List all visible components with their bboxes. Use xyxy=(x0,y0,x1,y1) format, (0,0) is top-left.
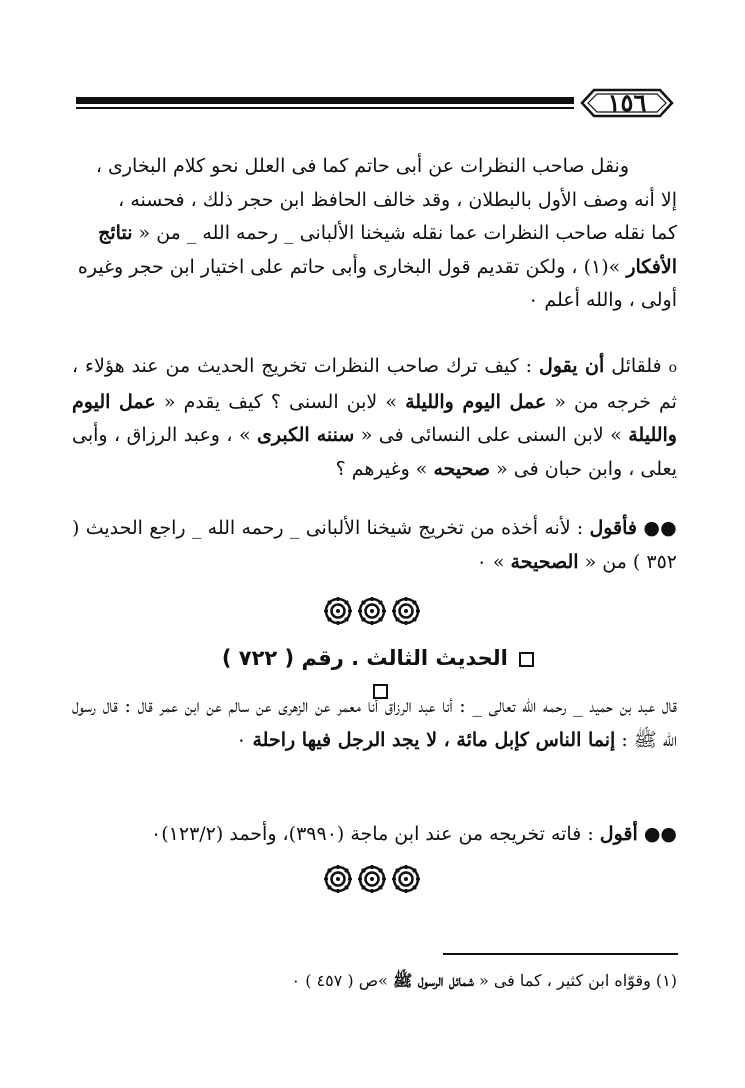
para1-line3 xyxy=(72,217,677,251)
page-number-frame xyxy=(578,84,676,122)
flower-ornament-icon xyxy=(357,596,387,626)
para5-lead: أقول xyxy=(599,823,638,845)
paragraph-3 xyxy=(72,512,677,579)
flower-ornament-icon xyxy=(323,596,353,626)
paragraph-1 xyxy=(72,150,677,318)
footnote-text-a: وقوّاه ابن كثير ، كما فى « xyxy=(478,971,651,990)
box-mark-icon xyxy=(519,652,534,667)
para2-prefix-bold: أن يقول xyxy=(539,355,605,377)
page-number: ١٥٦ xyxy=(607,88,647,117)
para2-text-a: : كيف ترك صاحب النظرات تخريج الحديث من عند هؤلاء ، ثم خرجه من « xyxy=(72,355,677,413)
paragraph-2 xyxy=(72,350,677,486)
paragraph-5 xyxy=(72,818,677,852)
book-title-nataij: نتائج xyxy=(98,222,133,244)
para3-lead: فأقول xyxy=(589,517,638,539)
paragraph-4 xyxy=(72,690,677,757)
para2-text-d: » ، وعبد الرزاق ، وأبى يعلى ، وابن حبان فى « xyxy=(72,424,677,480)
para3-text-a: : لأنه أخذه من تخريج شيخنا الألبانى _ رحمه الله _ راجع الحديث ( ٣٥٢ ) من « xyxy=(72,517,677,573)
para4-end: ٠ xyxy=(236,728,247,751)
book-title-afkar: الأفكار xyxy=(626,255,677,278)
flower-ornament-icon xyxy=(323,864,353,894)
circle-bullet-icon: o xyxy=(668,360,677,376)
para1-line2: إلا أنه وصف الأول بالبطلان ، وقد خالف الحافظ ابن حجر ذلك ، فحسنه ، xyxy=(118,188,677,211)
para4-text: قال عبد بن حميد _ رحمه الله تعالى _ : أنا عبد الرزاق أنا معمر عن الزهرى عن سالم عن ابن عمر قال : قال رسول الله ﷺ : xyxy=(72,695,677,751)
hadith-text: إنما الناس كإبل مائة ، لا يجد الرجل فيها راحلة xyxy=(252,728,616,751)
footnote xyxy=(72,968,677,994)
footnote-text-b: »ص ( ٤٥٧ ) ٠ xyxy=(291,971,388,990)
header-rule-thin xyxy=(76,107,574,109)
flower-ornament-icon xyxy=(391,864,421,894)
para2-text-e: » وغيرهم ؟ xyxy=(335,457,428,480)
para1-line4 xyxy=(72,251,677,285)
flower-ornament-icon xyxy=(391,596,421,626)
double-dot-bullet-icon: ●● xyxy=(643,823,677,845)
para2-text-b: » لابن السنى ؟ كيف يقدم « xyxy=(163,390,397,413)
book-title-sahiha: الصحيحة xyxy=(510,550,579,573)
para3-text-b: » ٠ xyxy=(476,550,505,573)
header-rule xyxy=(76,97,574,109)
para5-text: : فاته تخريجه من عند ابن ماجة (٣٩٩٠)، وأحمد (١٢٣/٢)٠ xyxy=(151,823,594,845)
para1-line5: أولى ، والله أعلم ٠ xyxy=(528,289,677,311)
section-heading-text: الحديث الثالث . رقم ( ٧٢٢ ) xyxy=(221,646,508,670)
para2-text-c: » لابن السنى على النسائى فى « xyxy=(360,424,622,446)
book-title-sahih: صحيحه xyxy=(433,457,491,480)
footnote-ref: »(١) xyxy=(583,255,621,278)
footnote-number: (١) xyxy=(655,971,677,990)
footnote-book-title: شمائل الرسول ﷺ xyxy=(392,971,474,990)
para1-line1: ونقل صاحب النظرات عن أبى حاتم كما فى العلل نحو كلام البخارى ، xyxy=(95,155,629,177)
section-divider-ornament xyxy=(320,596,424,626)
book-title-sunan: سننه الكبرى xyxy=(257,424,355,446)
double-dot-bullet-icon: ●● xyxy=(643,517,678,539)
para1-line4-text: ، ولكن تقديم قول البخارى وأبى حاتم على اختيار ابن حجر وغيره xyxy=(77,255,578,278)
para2-prefix: فلقائل xyxy=(611,355,662,377)
footnote-rule xyxy=(443,953,678,955)
para1-line3-text: كما نقله صاحب النظرات عما نقله شيخنا الألبانى _ رحمه الله _ من « xyxy=(138,222,677,244)
header-rule-thick xyxy=(76,97,574,104)
book-title-amal-2: عمل اليوم والليلة xyxy=(72,390,677,446)
section-divider-ornament xyxy=(320,864,424,894)
book-title-amal-1: عمل اليوم والليلة xyxy=(405,390,547,413)
flower-ornament-icon xyxy=(357,864,387,894)
